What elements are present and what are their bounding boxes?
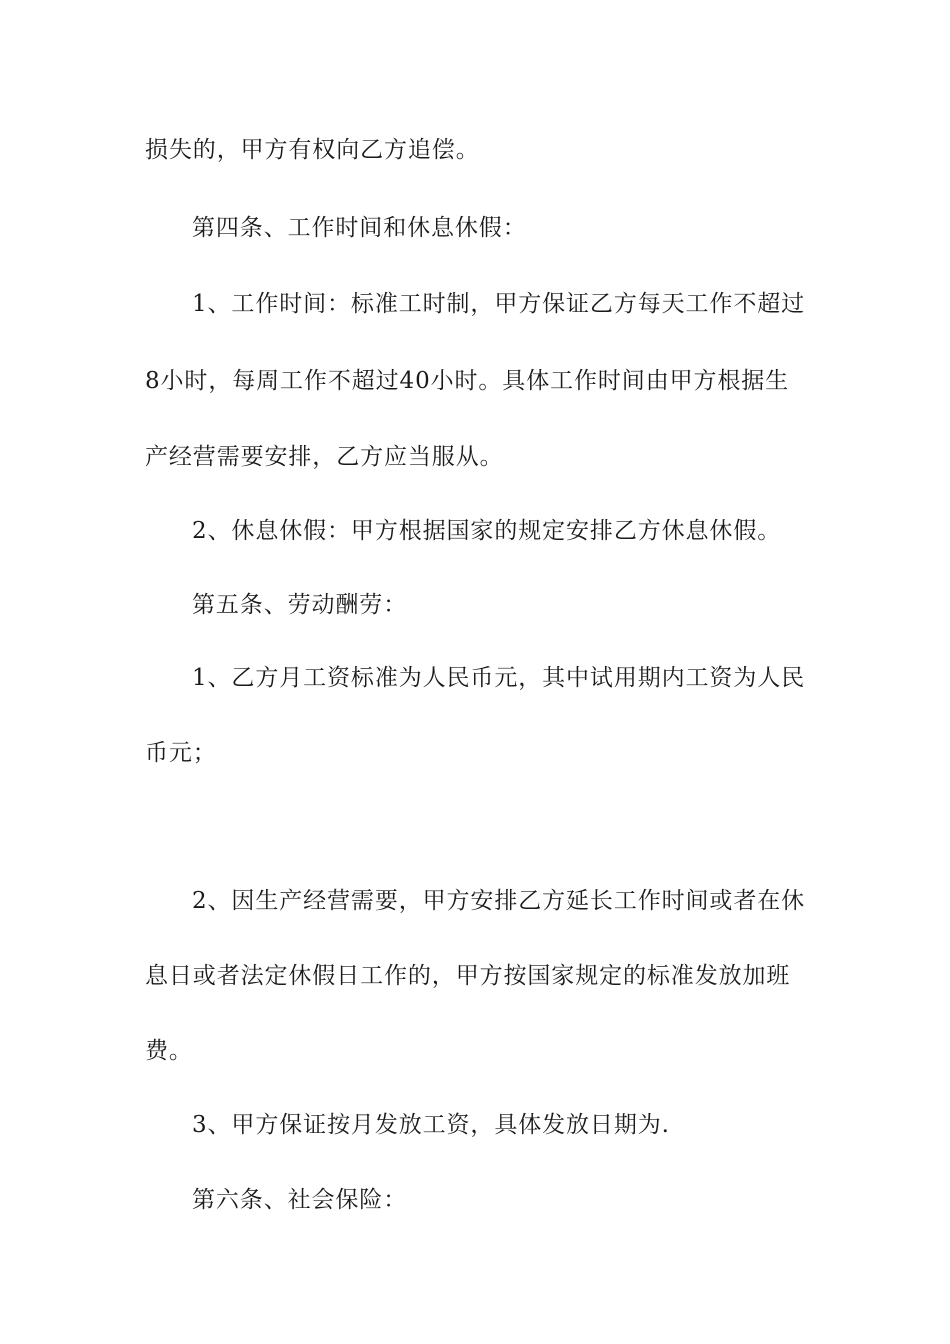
text-line: 2、休息休假：甲方根据国家的规定安排乙方休息休假。 xyxy=(192,518,782,544)
text-line: 3、甲方保证按月发放工资，具体发放日期为. xyxy=(192,1112,670,1138)
text-line: 2、因生产经营需要，甲方安排乙方延长工作时间或者在休 xyxy=(192,888,806,914)
section-heading: 第五条、劳动酬劳： xyxy=(192,592,408,618)
text-line: 损失的，甲方有权向乙方追偿。 xyxy=(145,137,480,163)
section-heading: 第四条、工作时间和休息休假： xyxy=(192,215,527,241)
text-line: 1、工作时间：标准工时制，甲方保证乙方每天工作不超过 xyxy=(192,291,806,317)
text-line: 8小时，每周工作不超过40小时。具体工作时间由甲方根据生 xyxy=(145,368,790,394)
text-line: 币元； xyxy=(145,740,217,766)
text-line: 1、乙方月工资标准为人民币元，其中试用期内工资为人民 xyxy=(192,665,806,691)
text-line: 产经营需要安排，乙方应当服从。 xyxy=(145,444,504,470)
section-heading: 第六条、社会保险： xyxy=(192,1187,408,1213)
text-line: 息日或者法定休假日工作的，甲方按国家规定的标准发放加班 xyxy=(145,963,791,989)
text-line: 费。 xyxy=(145,1038,193,1064)
